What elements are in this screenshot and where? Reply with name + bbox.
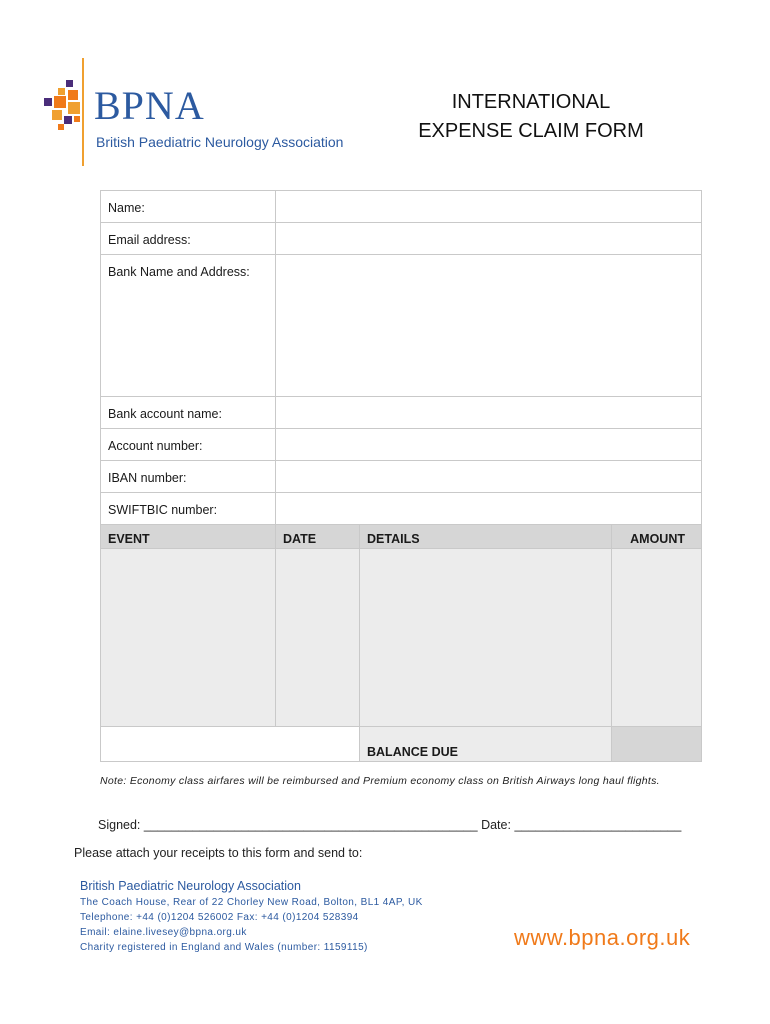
field-label: Email address: bbox=[101, 223, 276, 254]
form-title bbox=[390, 88, 672, 146]
signature-line bbox=[98, 818, 681, 832]
field-row-bank-address bbox=[101, 255, 701, 397]
expense-items-area bbox=[101, 549, 701, 727]
logo-divider bbox=[82, 58, 84, 166]
field-label: Bank Name and Address: bbox=[101, 255, 276, 396]
swift-field[interactable] bbox=[276, 493, 701, 524]
field-label: Account number: bbox=[101, 429, 276, 460]
balance-due-field[interactable] bbox=[612, 727, 701, 761]
contact-address bbox=[80, 878, 423, 955]
airfare-note: Note: Economy class airfares will be reimbursed and Premium economy class on British Airways long haul flights. bbox=[100, 775, 660, 787]
field-row-iban bbox=[101, 461, 701, 493]
claim-form-table bbox=[100, 190, 702, 762]
address-phone: Telephone: +44 (0)1204 526002 Fax: +44 (0)1204 528394 bbox=[80, 912, 359, 923]
address-organisation: British Paediatric Neurology Association bbox=[80, 879, 301, 893]
association-name: British Paediatric Neurology Association bbox=[96, 134, 344, 150]
field-label: IBAN number: bbox=[101, 461, 276, 492]
column-header-date: DATE bbox=[276, 525, 360, 548]
balance-row bbox=[101, 727, 701, 761]
column-header-details: DETAILS bbox=[360, 525, 612, 548]
field-label: SWIFTBIC number: bbox=[101, 493, 276, 524]
field-row-account-name bbox=[101, 397, 701, 429]
name-field[interactable] bbox=[276, 191, 701, 222]
date-cell[interactable] bbox=[276, 549, 360, 726]
date-field[interactable]: ________________________ bbox=[514, 818, 682, 832]
title-line-1: INTERNATIONAL bbox=[451, 91, 611, 113]
bank-address-field[interactable] bbox=[276, 255, 701, 396]
address-charity: Charity registered in England and Wales (number: 1159115) bbox=[80, 942, 368, 953]
event-cell[interactable] bbox=[101, 549, 276, 726]
expense-header-row bbox=[101, 525, 701, 549]
field-label: Bank account name: bbox=[101, 397, 276, 428]
field-row-name bbox=[101, 191, 701, 223]
iban-field[interactable] bbox=[276, 461, 701, 492]
title-line-2: EXPENSE CLAIM FORM bbox=[418, 120, 644, 142]
website-link[interactable]: www.bpna.org.uk bbox=[514, 925, 691, 950]
signature-field[interactable]: ________________________________________________ bbox=[143, 818, 478, 832]
field-row-swift bbox=[101, 493, 701, 525]
details-cell[interactable] bbox=[360, 549, 612, 726]
column-header-event: EVENT bbox=[101, 525, 276, 548]
field-row-email bbox=[101, 223, 701, 255]
address-street: The Coach House, Rear of 22 Chorley New Road, Bolton, BL1 4AP, UK bbox=[80, 897, 423, 908]
attach-instructions: Please attach your receipts to this form and send to: bbox=[74, 846, 363, 860]
amount-cell[interactable] bbox=[612, 549, 701, 726]
column-header-amount: AMOUNT bbox=[630, 532, 685, 546]
account-name-field[interactable] bbox=[276, 397, 701, 428]
field-row-account-number bbox=[101, 429, 701, 461]
balance-blank-cell bbox=[101, 727, 360, 761]
balance-due-label: BALANCE DUE bbox=[360, 727, 612, 761]
address-email: Email: elaine.livesey@bpna.org.uk bbox=[80, 927, 247, 938]
email-field[interactable] bbox=[276, 223, 701, 254]
date-label: Date: bbox=[481, 818, 511, 832]
field-label: Name: bbox=[101, 191, 276, 222]
signed-label: Signed: bbox=[98, 818, 141, 832]
bpna-logo-mosaic bbox=[44, 80, 84, 136]
account-number-field[interactable] bbox=[276, 429, 701, 460]
bpna-logo-text: BPNA bbox=[94, 83, 205, 128]
